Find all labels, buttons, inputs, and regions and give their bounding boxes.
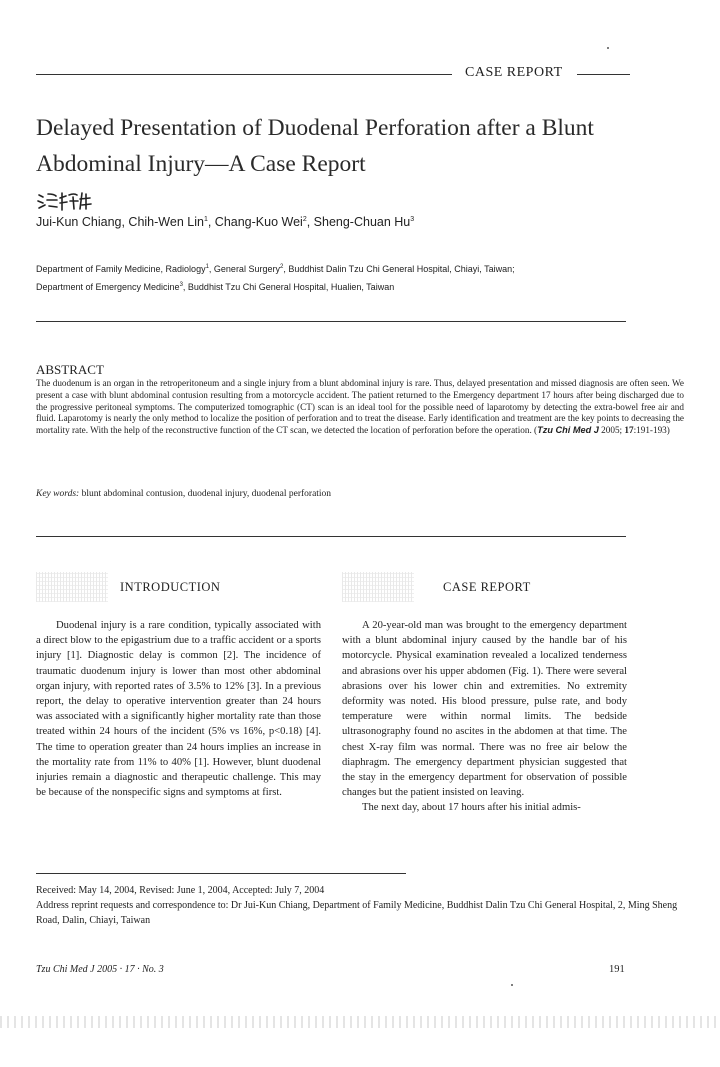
introduction-heading: INTRODUCTION (120, 580, 221, 594)
divider-above-abstract (36, 321, 626, 322)
correspondence-address: Address reprint requests and correspondence to: Dr Jui-Kun Chiang, Department of Family Medicine, Buddhist Dalin Tzu Chi General Hospital, 2, Ming Sheng Road, Dalin, Chiayi, Taiwan (36, 900, 678, 926)
header-section-label: CASE REPORT (465, 65, 563, 80)
author-list (36, 215, 414, 229)
keywords (36, 489, 331, 499)
scan-edge-artifact (0, 1016, 720, 1028)
abstract-heading: ABSTRACT (36, 362, 104, 377)
author-3: , Chang-Kuo Wei (207, 215, 303, 229)
case-report-column (342, 618, 627, 816)
affil-general-surgery: , General Surgery (208, 264, 280, 274)
abstract-volume: 17 (624, 425, 634, 436)
author-2-affil: 1 (203, 215, 208, 223)
received-dates: Received: May 14, 2004, Revised: June 1, 2004, Accepted: July 7, 2004 (36, 885, 325, 896)
affil-sup-3: 3 (179, 282, 183, 288)
case-report-paragraph-1: A 20-year-old man was brought to the emergency department with a blunt abdominal injury caused by the handle bar of his motorcycle. Physical examination revealed a localized tenderness and abrasions over his upper abdomen (Fig. 1). There were several abrasions over his lower chin and extremities. No extremity deformity was noted. His blood pressure, pulse rate, and body temperature were within normal limits. The bedside ultrasonography found no ascites in the abdomen at that time. The chest X-ray film was normal. There was no free air below the diaphragm. The emergency department physician suggested that the stay in the emergency department for observation of possible changes but the patient insisted on leaving. (342, 620, 627, 799)
author-2: Chih-Wen Lin (128, 215, 204, 229)
title-line-2: Abdominal Injury—A Case Report (36, 151, 366, 177)
abstract-text: The duodenum is an organ in the retroperitoneum and a single injury from a blunt abdominal injury is rare. Thus, delayed presentation and missed diagnosis are often seen. We present a case with blunt abdominal contusion resulting from a motorcycle accident. The patient returned to the Emergency department 17 hours after being discharged due to the progressive peritoneal symptoms. The computerized tomographic (CT) scan is an ideal tool for the possible need of laparotomy by detecting the extra-bowel free air and fluid. Laparotomy is nearly the only method to localize the position of perforation and to treat the disease. Early identification and treatment are the key points to decreasing the mortality rate. With the help of the reconstructive function of the CT scan, we detected the location of perforation before the operation. ( (36, 378, 684, 436)
keywords-label: Key words: (36, 489, 80, 499)
footnote-rule (36, 873, 406, 874)
footnote (36, 883, 686, 928)
introduction-column (36, 618, 321, 800)
author-3-affil: 2 (302, 215, 307, 223)
title-line-1: Delayed Presentation of Duodenal Perforation after a Blunt (36, 115, 594, 141)
affil-dept-family-radiology: Department of Family Medicine, Radiology (36, 264, 206, 274)
keywords-value: blunt abdominal contusion, duodenal injury, duodenal perforation (79, 489, 332, 499)
affil-hualien-hospital: , Buddhist Tzu Chi General Hospital, Hualien, Taiwan (182, 282, 395, 292)
case-report-paragraph-2: The next day, about 17 hours after his initial admis- (362, 802, 581, 814)
case-report-heading: CASE REPORT (443, 580, 531, 594)
affiliations (36, 259, 686, 295)
abstract-year: 2005; (598, 425, 625, 436)
scan-smudge-right (342, 572, 414, 602)
author-4-affil: 3 (410, 215, 415, 223)
affil-dalin-hospital: , Buddhist Dalin Tzu Chi General Hospital, Chiayi, Taiwan; (283, 264, 515, 274)
introduction-paragraph: Duodenal injury is a rare condition, typically associated with a direct blow to the epigastrium due to a traffic accident or a sports injury [1]. Diagnostic delay is common [2]. The incidence of traumatic duodenum injury is lower than most other abdominal organ injury, with reported rates of 3.5% to 12% [3]. In a previous report, the delay to operative intervention greater than 24 hours was associated with a significantly higher mortality rate than those treated within 24 hours of the incident (5% vs 16%, p<0.18) [4]. The time to operation greater than 24 hours implies an increase in the mortality rate from 11% to 40% [1]. However, blunt duodenal injuries remain a diagnostic and therapeutic challenge. This may be because of the nonspecific signs and symptoms at first. (36, 620, 321, 799)
journal-issue: Tzu Chi Med J 2005 · 17 · No. 3 (36, 964, 164, 975)
handwritten-signature (36, 190, 106, 212)
header-rule-right (577, 74, 630, 75)
abstract-journal: Tzu Chi Med J (537, 425, 599, 436)
affil-sup-1: 1 (205, 264, 209, 270)
scan-speck (607, 47, 609, 49)
affil-sup-2: 2 (279, 264, 284, 270)
abstract-body (36, 378, 684, 437)
scan-smudge-left (36, 572, 108, 602)
page-number: 191 (609, 964, 625, 975)
abstract-pages: :191-193) (633, 425, 670, 436)
affil-dept-emergency: Department of Emergency Medicine (36, 282, 180, 292)
author-1: Jui-Kun Chiang, (36, 215, 129, 229)
scan-speck-footer (511, 984, 513, 986)
header-rule-left (36, 74, 452, 75)
author-4: , Sheng-Chuan Hu (306, 215, 411, 229)
article-title (36, 110, 676, 182)
divider-below-abstract (36, 536, 626, 537)
